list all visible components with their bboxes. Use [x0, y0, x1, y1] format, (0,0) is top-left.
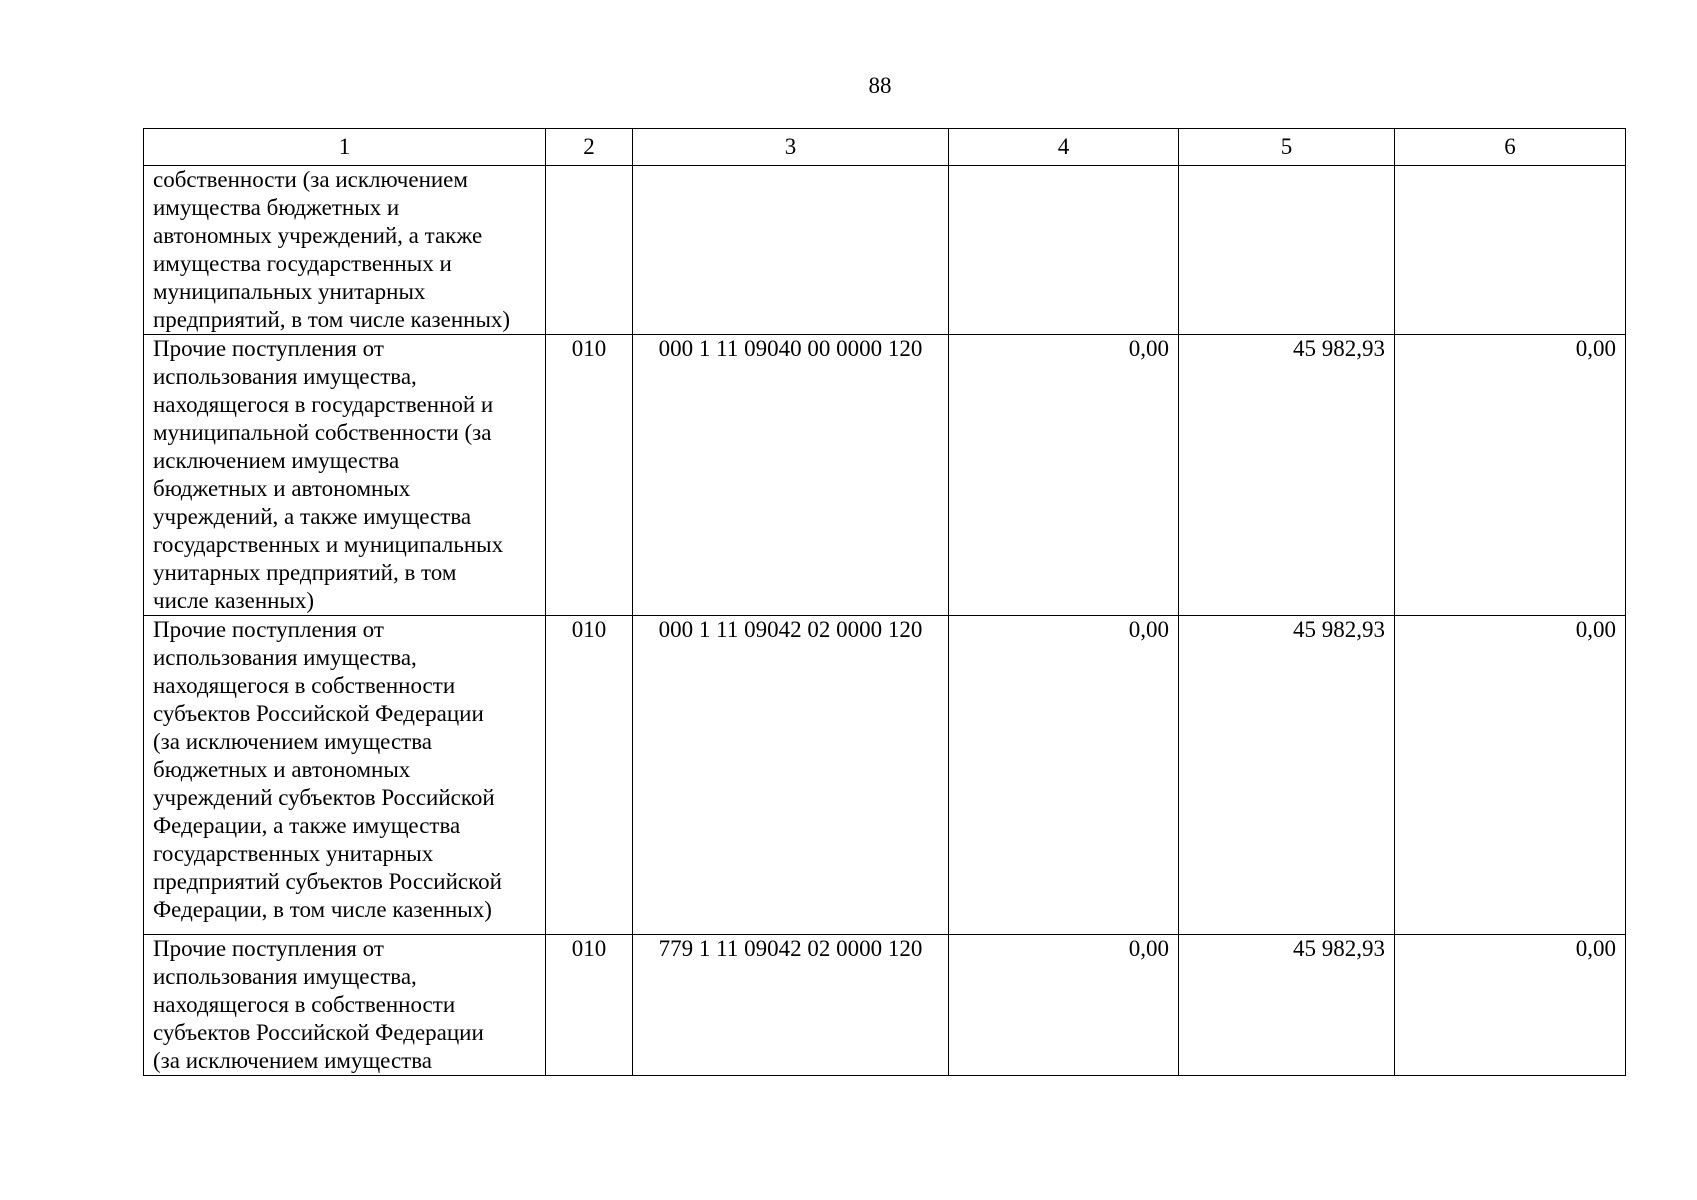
table-row [144, 166, 1626, 335]
row-kbk-cell: 000 1 11 09040 00 0000 120 [633, 335, 949, 616]
column-header-2: 2 [546, 129, 633, 166]
table-body [144, 166, 1626, 1076]
table-row [144, 935, 1626, 1076]
row-value-6-cell: 0,00 [1395, 616, 1626, 935]
row-code-cell: 010 [546, 335, 633, 616]
row-value-4-cell: 0,00 [949, 335, 1179, 616]
table-row [144, 335, 1626, 616]
row-value-4-cell [949, 166, 1179, 335]
row-kbk-cell: 000 1 11 09042 02 0000 120 [633, 616, 949, 935]
row-name-cell: Прочие поступления от использования имущества, находящегося в собственности субъектов Российской Федерации (за исключением имущества [144, 935, 546, 1076]
row-code-cell: 010 [546, 616, 633, 935]
column-header-6: 6 [1395, 129, 1626, 166]
table-header [144, 129, 1626, 166]
table-row [144, 616, 1626, 935]
row-name-cell: Прочие поступления от использования имущества, находящегося в собственности субъектов Российской Федерации (за исключением имущества бюджетных и автономных учреждений субъектов Российской Федерации, а также имущества государственных унитарных предприятий субъектов Российской Федерации, в том числе казенных) [144, 616, 546, 935]
row-value-5-cell: 45 982,93 [1179, 335, 1395, 616]
income-report-table [143, 128, 1626, 1076]
row-kbk-cell: 779 1 11 09042 02 0000 120 [633, 935, 949, 1076]
row-value-5-cell: 45 982,93 [1179, 935, 1395, 1076]
row-name-cell: Прочие поступления от использования имущества, находящегося в государственной и муниципальной собственности (за исключением имущества бюджетных и автономных учреждений, а также имущества государственных и муниципальных унитарных предприятий, в том числе казенных) [144, 335, 546, 616]
row-code-cell [546, 166, 633, 335]
row-value-4-cell: 0,00 [949, 616, 1179, 935]
row-value-6-cell: 0,00 [1395, 935, 1626, 1076]
row-value-4-cell: 0,00 [949, 935, 1179, 1076]
row-name-cell: собственности (за исключением имущества бюджетных и автономных учреждений, а также имущества государственных и муниципальных унитарных предприятий, в том числе казенных) [144, 166, 546, 335]
row-value-6-cell: 0,00 [1395, 335, 1626, 616]
column-header-4: 4 [949, 129, 1179, 166]
header-row [144, 129, 1626, 166]
row-value-5-cell [1179, 166, 1395, 335]
column-header-5: 5 [1179, 129, 1395, 166]
row-kbk-cell [633, 166, 949, 335]
row-value-6-cell [1395, 166, 1626, 335]
column-header-3: 3 [633, 129, 949, 166]
page-number: 88 [868, 73, 892, 98]
column-header-1: 1 [144, 129, 546, 166]
row-value-5-cell: 45 982,93 [1179, 616, 1395, 935]
row-code-cell: 010 [546, 935, 633, 1076]
